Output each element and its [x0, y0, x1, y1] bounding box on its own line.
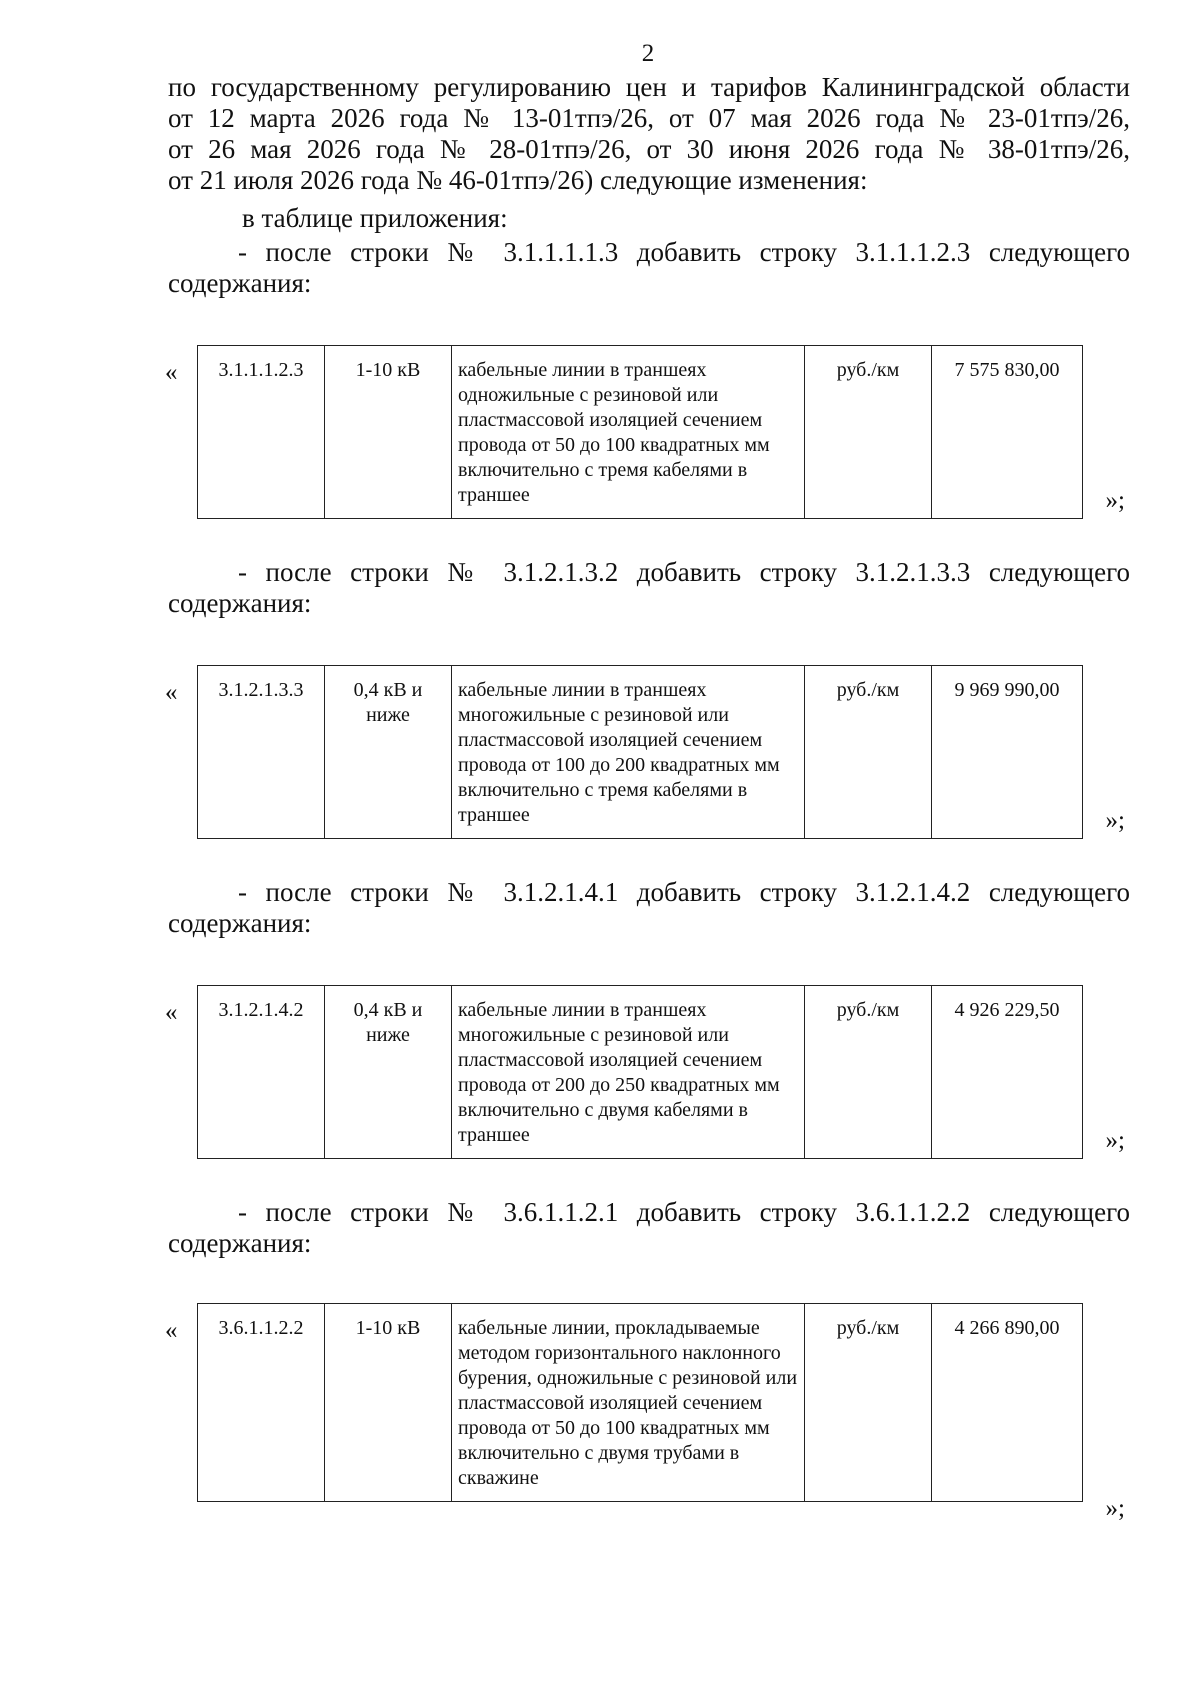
row-voltage: 1-10 кВ [325, 1304, 452, 1502]
inserted-row-block-3 [165, 985, 1125, 1161]
intro-paragraph [168, 72, 1130, 196]
row-price: 7 575 830,00 [932, 346, 1083, 519]
row-price: 9 969 990,00 [932, 666, 1083, 839]
closing-quote: »; [1105, 1127, 1125, 1154]
inserted-row-table [197, 985, 1083, 1159]
table-row [198, 986, 1083, 1159]
row-description: кабельные линии в траншеях многожильные с резиновой или пластмассовой изоляцией сечением провода от 200 до 250 квадратных мм включительно с двумя кабелями в траншее [452, 986, 805, 1159]
row-price: 4 266 890,00 [932, 1304, 1083, 1502]
opening-quote: « [165, 999, 178, 1026]
row-unit: руб./км [805, 666, 932, 839]
table-row [198, 1304, 1083, 1502]
closing-quote: »; [1105, 487, 1125, 514]
instruction-2 [168, 557, 1130, 619]
row-voltage: 0,4 кВ и ниже [325, 666, 452, 839]
inserted-row-block-1 [165, 345, 1125, 521]
instruction-text: содержания: [168, 588, 312, 618]
instruction-text: - после строки № 3.6.1.1.2.1 добавить строку 3.6.1.1.2.2 следующего [238, 1197, 1130, 1227]
instruction-3 [168, 877, 1130, 939]
inserted-row-block-4 [165, 1303, 1125, 1529]
instruction-text: содержания: [168, 268, 312, 298]
row-code: 3.1.2.1.3.3 [198, 666, 325, 839]
row-unit: руб./км [805, 986, 932, 1159]
instruction-text: - после строки № 3.1.1.1.1.3 добавить строку 3.1.1.1.2.3 следующего [238, 237, 1130, 267]
instruction-text: - после строки № 3.1.2.1.4.1 добавить строку 3.1.2.1.4.2 следующего [238, 877, 1130, 907]
closing-quote: »; [1105, 807, 1125, 834]
inserted-row-table [197, 345, 1083, 519]
row-code: 3.1.1.1.2.3 [198, 346, 325, 519]
instruction-text: - после строки № 3.1.2.1.3.2 добавить строку 3.1.2.1.3.3 следующего [238, 557, 1130, 587]
intro-line: от 21 июля 2026 года № 46-01тпэ/26) следующие изменения: [168, 165, 868, 195]
row-voltage: 1-10 кВ [325, 346, 452, 519]
row-description: кабельные линии в траншеях многожильные с резиновой или пластмассовой изоляцией сечением провода от 100 до 200 квадратных мм включительно с тремя кабелями в траншее [452, 666, 805, 839]
intro-line: от 12 марта 2026 года № 13-01тпэ/26, от 07 мая 2026 года № 23-01тпэ/26, [168, 103, 1130, 133]
inserted-row-block-2 [165, 665, 1125, 841]
instruction-4 [168, 1197, 1130, 1259]
row-unit: руб./км [805, 346, 932, 519]
inserted-row-table [197, 1303, 1083, 1502]
instruction-text: содержания: [168, 908, 312, 938]
table-row [198, 346, 1083, 519]
table-reference: в таблице приложения: [242, 203, 508, 233]
intro-line: по государственному регулированию цен и тарифов Калининградской области [168, 72, 1130, 102]
closing-quote: »; [1105, 1495, 1125, 1522]
row-voltage: 0,4 кВ и ниже [325, 986, 452, 1159]
row-price: 4 926 229,50 [932, 986, 1083, 1159]
table-row [198, 666, 1083, 839]
instruction-text: содержания: [168, 1228, 312, 1258]
opening-quote: « [165, 1317, 178, 1344]
row-description: кабельные линии в траншеях одножильные с резиновой или пластмассовой изоляцией сечением провода от 50 до 100 квадратных мм включительно с тремя кабелями в траншее [452, 346, 805, 519]
row-code: 3.1.2.1.4.2 [198, 986, 325, 1159]
opening-quote: « [165, 679, 178, 706]
opening-quote: « [165, 359, 178, 386]
row-code: 3.6.1.1.2.2 [198, 1304, 325, 1502]
row-description: кабельные линии, прокладываемые методом горизонтального наклонного бурения, одножильные с резиновой или пластмассовой изоляцией сечением провода от 50 до 100 квадратных мм включительно с двумя трубами в скважине [452, 1304, 805, 1502]
instruction-1 [168, 237, 1130, 299]
row-unit: руб./км [805, 1304, 932, 1502]
page-number: 2 [641, 40, 655, 67]
intro-line: от 26 мая 2026 года № 28-01тпэ/26, от 30 июня 2026 года № 38-01тпэ/26, [168, 134, 1130, 164]
inserted-row-table [197, 665, 1083, 839]
